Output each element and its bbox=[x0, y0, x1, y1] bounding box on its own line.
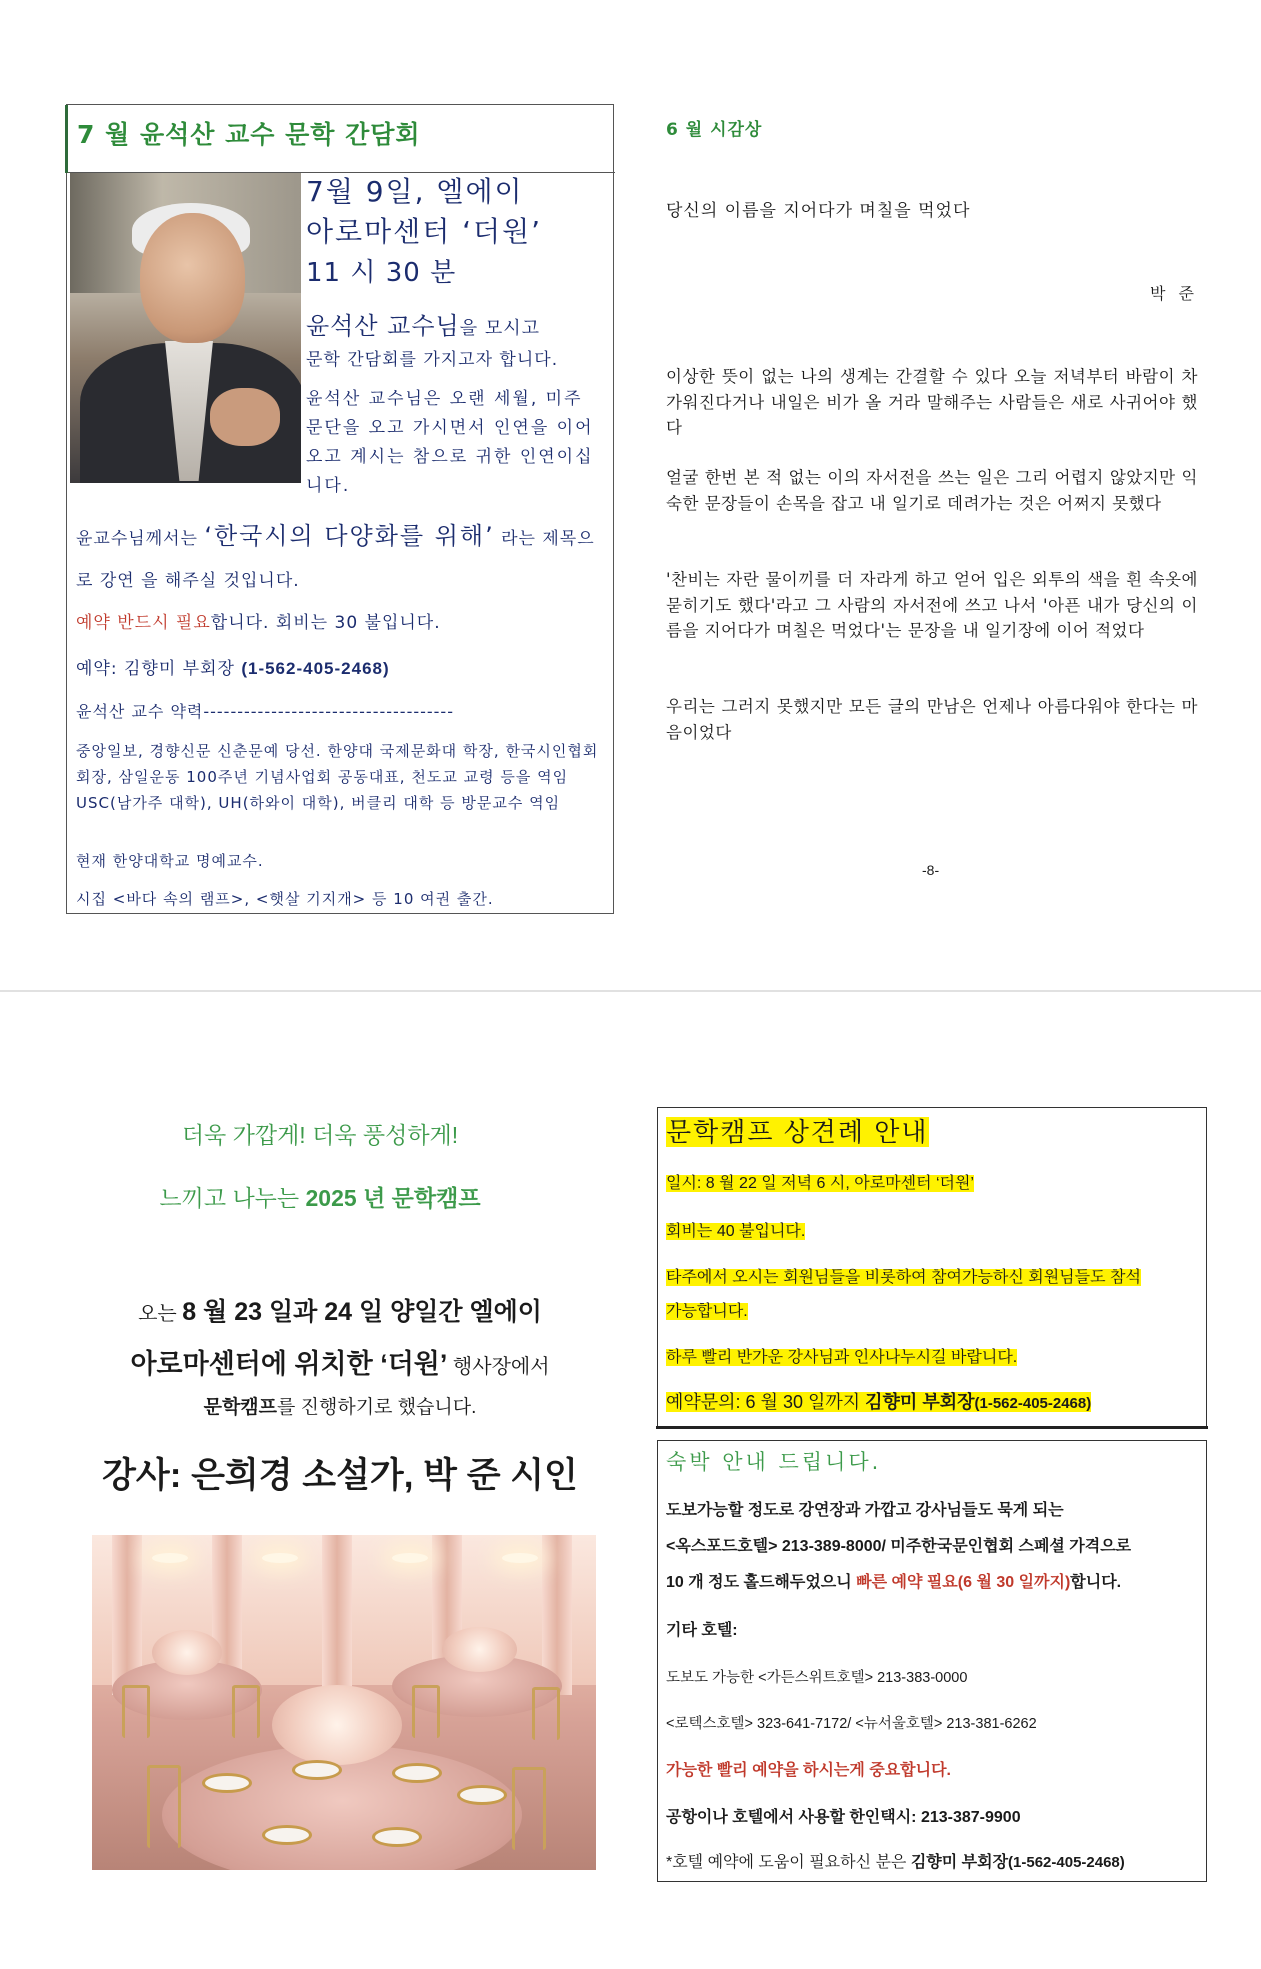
poem-paragraph: 얼굴 한번 본 적 없는 이의 자서전을 쓰는 일은 그리 어렵지 않았지만 익숙한 문장들이 손목을 잡고 내 일기로 데려가는 것은 어쩌지 못했다 bbox=[666, 468, 1198, 513]
page-divider bbox=[0, 990, 1261, 992]
lecture-suffix: 라는 제목으로 강연 을 해주실 것입니다. bbox=[76, 529, 595, 591]
reservation-phone[interactable]: (1-562-405-2468) bbox=[241, 659, 390, 678]
lecture-prefix: 윤교수님께서는 bbox=[76, 529, 205, 549]
poem-paragraph: 우리는 그러지 못했지만 모든 글의 만남은 언제나 아름다워야 한다는 마음이었다 bbox=[666, 697, 1198, 742]
other-hotel-line: <로텍스호텔> 323-641-7172/ <뉴서울호텔> 213-381-6262 bbox=[666, 1716, 1037, 1732]
taxi-info: 공항이나 호텔에서 사용할 한인택시: 213-387-9900 bbox=[666, 1809, 1021, 1826]
camp-headline-pre: 느끼고 나누는 bbox=[159, 1185, 306, 1211]
meeting-datetime: 일시: 8 월 22 일 저녁 6 시, 아로마센터 ‘더원’ bbox=[666, 1175, 974, 1192]
camp-date-pre: 오는 bbox=[138, 1303, 183, 1325]
poem-paragraph: 이상한 뜻이 없는 나의 생계는 간결할 수 있다 오늘 저녁부터 바람이 차가워진다거나 내일은 비가 올 거라 말해주는 사람들은 새로 사귀어야 했다 bbox=[666, 367, 1198, 437]
lecture-title: ‘한국시의 다양화를 위해’ bbox=[204, 522, 495, 550]
professor-relation-text: 윤석산 교수님은 오랜 세월, 미주 문단을 오고 가시면서 인연을 이어오고 계시는 참으로 귀한 인연이십니다. bbox=[306, 389, 594, 496]
bio-detail: 중앙일보, 경향신문 신춘문예 당선. 한양대 국제문화대 학장, 한국시인협회 회장, 삼일운동 100주년 기념사업회 공동대표, 천도교 교령 등을 역임 USC(남가주 대학), UH(하와이 대학), 버클리 대학 등 방문교수 역임 bbox=[76, 742, 599, 812]
bio-books: 시집 <바다 속의 램프>, <햇살 기지개> 등 10 여권 출간. bbox=[76, 890, 494, 908]
camp-slogan: 더욱 가깝게! 더욱 풍성하게! bbox=[181, 1122, 459, 1148]
lodging-line: 10 개 정도 홀드해두었으니 빠른 예약 필요(6 월 30 일까지)합니다. bbox=[666, 1574, 1122, 1591]
poem-section-title: 6 월 시감상 bbox=[666, 120, 763, 140]
reservation-label: 예약: 김향미 부회장 bbox=[76, 659, 242, 679]
event-time: 11 시 30 분 bbox=[306, 258, 457, 288]
poem-title: 당신의 이름을 지어다가 며칠을 먹었다 bbox=[666, 201, 971, 221]
event-title-bar bbox=[67, 105, 615, 173]
camp-speakers: 강사: 은희경 소설가, 박 준 시인 bbox=[102, 1456, 578, 1495]
meeting-inquiry: 예약문의: 6 월 30 일까지 김향미 부회장(1-562-405-2468) bbox=[666, 1392, 1092, 1412]
meeting-attendance: 타주에서 오시는 회원님들을 비롯하여 참여가능하신 회원님들도 참석 bbox=[666, 1269, 1141, 1286]
meeting-phone[interactable]: (1-562-405-2468) bbox=[974, 1395, 1092, 1412]
camp-venue-line bbox=[0, 1342, 680, 1381]
title-accent-bar bbox=[65, 105, 68, 173]
other-hotel-line: 도보도 가능한 <가든스위트호텔> 213-383-0000 bbox=[666, 1670, 968, 1686]
meeting-fee: 회비는 40 불입니다. bbox=[666, 1223, 806, 1240]
intro-lead-tail: 을 모시고 bbox=[459, 318, 541, 339]
event-date: 7월 9일, 엘에이 bbox=[306, 175, 524, 208]
event-title: 7 월 윤석산 교수 문학 간담회 bbox=[77, 120, 421, 149]
hotel-help-line: *호텔 예약에 도움이 필요하신 분은 김향미 부회장(1-562-405-2468) bbox=[666, 1854, 1125, 1871]
camp-headline bbox=[0, 1180, 640, 1213]
camp-venue-tail: 행사장에서 bbox=[447, 1356, 550, 1378]
camp-venue: 아로마센터에 위치한 ‘더원’ bbox=[130, 1349, 448, 1379]
camp-plan-line bbox=[0, 1392, 680, 1419]
lodging-urgent-note: 가능한 빨리 예약을 하시는게 중요합니다. bbox=[666, 1762, 951, 1779]
lecture-info bbox=[76, 515, 606, 602]
page-number: -8- bbox=[922, 862, 940, 878]
camp-headline-bold: 2025 년 문학캠프 bbox=[305, 1185, 481, 1211]
bio-current: 현재 한양대학교 명예교수. bbox=[76, 852, 264, 870]
lodging-title: 숙박 안내 드립니다. bbox=[666, 1450, 882, 1474]
camp-date: 8 월 23 일과 24 일 양일간 엘에이 bbox=[182, 1298, 542, 1326]
lodging-line: <옥스포드호텔> 213-389-8000/ 미주한국문인협회 스페셜 가격으로 bbox=[666, 1538, 1132, 1555]
other-hotels-heading: 기타 호텔: bbox=[666, 1622, 738, 1639]
poem-author: 박 준 bbox=[1150, 284, 1198, 303]
bio-heading: 윤석산 교수 약력------------------------------------- bbox=[76, 702, 454, 721]
camp-plan-tail: 를 진행하기로 했습니다. bbox=[277, 1397, 477, 1418]
reservation-required: 예약 반드시 필요 bbox=[76, 613, 211, 633]
meeting-title: 문학캠프 상견례 안내 bbox=[666, 1117, 929, 1147]
lodging-deadline: 빠른 예약 필요(6 월 30 일까지) bbox=[856, 1574, 1071, 1591]
event-intro bbox=[306, 306, 540, 341]
meeting-greeting: 하루 빨리 반가운 강사님과 인사나누시길 바랍니다. bbox=[666, 1349, 1018, 1366]
camp-date-line bbox=[0, 1292, 680, 1328]
hotel-help-phone[interactable]: (1-562-405-2468) bbox=[1008, 1854, 1125, 1871]
reservation-contact bbox=[76, 654, 390, 679]
professor-photo bbox=[70, 173, 301, 483]
reservation-note bbox=[76, 608, 441, 633]
meeting-attendance-cont: 가능합니다. bbox=[666, 1303, 748, 1320]
intro-lead: 윤석산 교수님 bbox=[306, 312, 460, 340]
reservation-fee: 합니다. 회비는 30 불입니다. bbox=[210, 613, 441, 633]
lodging-line: 도보가능할 정도로 강연장과 가깝고 강사님들도 묵게 되는 bbox=[666, 1502, 1064, 1519]
camp-name: 문학캠프 bbox=[203, 1397, 278, 1418]
poem-paragraph: '찬비는 자란 물이끼를 더 자라게 하고 얻어 입은 외투의 색을 흰 속옷에 묻히기도 했다'라고 그 사람의 자서전에 쓰고 나서 '아픈 내가 당신의 이름을 지어다가 며칠은 먹었다'는 문장을 내 일기장에 이어 적었다 bbox=[666, 570, 1198, 640]
event-intro-line2: 문학 간담회를 가지고자 합니다. bbox=[306, 350, 559, 370]
event-venue: 아로마센터 ‘더원’ bbox=[306, 215, 543, 248]
banquet-hall-photo bbox=[92, 1535, 596, 1870]
